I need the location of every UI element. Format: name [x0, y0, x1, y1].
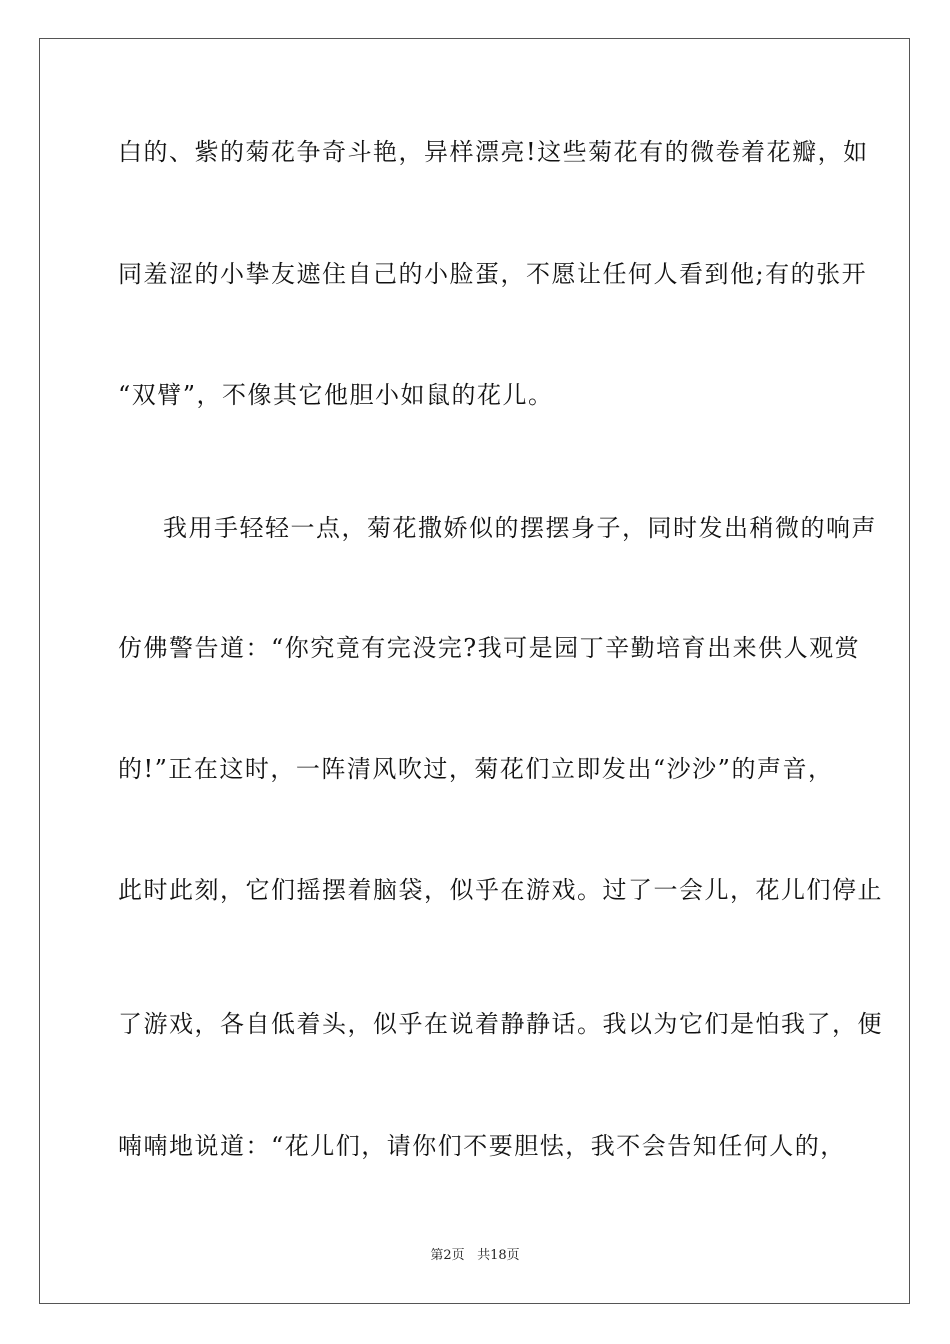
text-line-9: 喃喃地说道：“花儿们，请你们不要胆怯，我不会告知任何人的，	[118, 1132, 846, 1160]
page-total: 共18页	[477, 1248, 520, 1263]
text-line-8: 了游戏，各自低着头，似乎在说着静静话。我以为它们是怕我了，便	[118, 1010, 883, 1038]
text-line-6: 的!”正在这时，一阵清风吹过，菊花们立即发出“沙沙”的声音，	[118, 755, 834, 783]
text-line-7: 此时此刻，它们摇摆着脑袋，似乎在游戏。过了一会儿，花儿们停止	[118, 876, 883, 904]
text-line-3: “双臂”，不像其它他胆小如鼠的花儿。	[118, 381, 554, 409]
page-border	[39, 38, 910, 1304]
page-number: 第2页	[430, 1248, 465, 1263]
text-line-4-paragraph-start: 我用手轻轻一点，菊花撒娇似的摆摆身子，同时发出稍微的响声	[163, 514, 877, 542]
text-line-2: 同羞涩的小挚友遮住自己的小脸蛋，不愿让任何人看到他;有的张开	[118, 260, 868, 288]
text-line-1: 白的、紫的菊花争奇斗艳，异样漂亮!这些菊花有的微卷着花瓣，如	[118, 138, 869, 166]
page-footer	[0, 1247, 950, 1265]
text-line-5: 仿佛警告道：“你究竟有完没完?我可是园丁辛勤培育出来供人观赏	[118, 634, 861, 662]
